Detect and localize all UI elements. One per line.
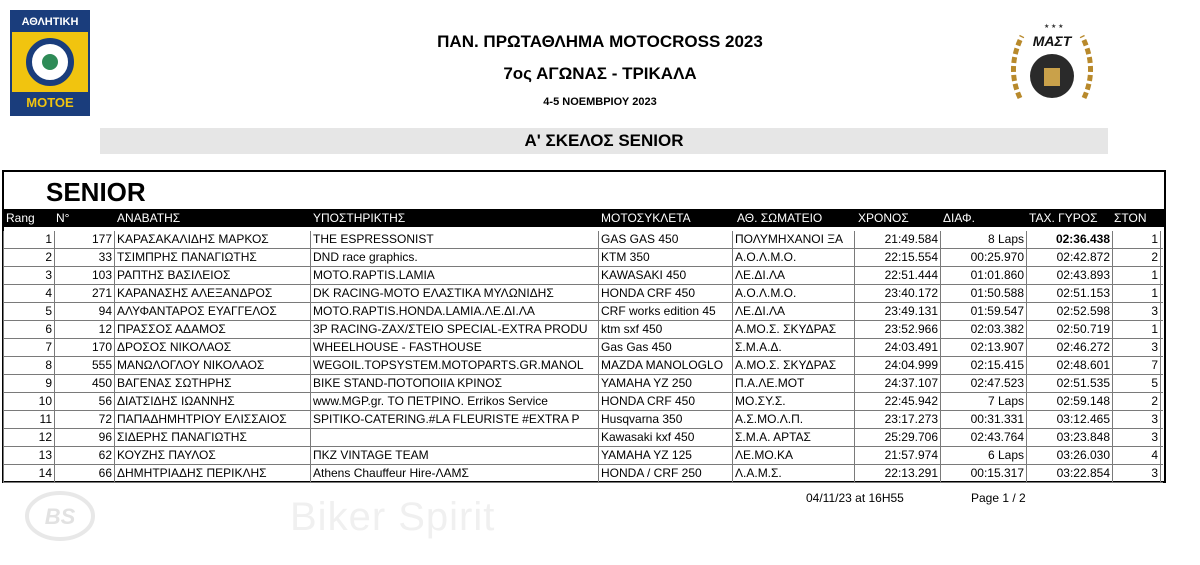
club-cell: Α.ΜΟ.Σ. ΣΚΥΔΡΑΣ xyxy=(733,321,855,338)
bike-cell: CRF works edition 45 xyxy=(599,303,733,320)
rank-cell: 1 xyxy=(3,231,55,248)
best-lap-cell: 02:59.148 xyxy=(1027,393,1113,410)
bike-cell: MAZDA MANOLOGLO xyxy=(599,357,733,374)
table-row xyxy=(3,357,1163,375)
rank-cell: 9 xyxy=(3,375,55,392)
number-cell: 62 xyxy=(55,447,115,464)
table-row xyxy=(3,393,1163,411)
bike-cell: Husqvarna 350 xyxy=(599,411,733,428)
col-diff-header: ΔΙΑΦ. xyxy=(943,211,975,225)
diff-cell: 02:13.907 xyxy=(941,339,1027,356)
page-indicator: Page 1 / 2 xyxy=(971,491,1026,505)
sponsor-cell: WEGOIL.TOPSYSTEM.MOTOPARTS.GR.MANOL xyxy=(311,357,599,374)
bike-cell: KAWASAKI 450 xyxy=(599,267,733,284)
col-time-header: ΧΡΟΝΟΣ xyxy=(858,211,909,225)
sponsor-cell: 3P RACING-ZAX/ΣΤΕΙΟ SPECIAL-EXTRA PRODU xyxy=(311,321,599,338)
col-club-header: ΑΘ. ΣΩΜΑΤΕΙΟ xyxy=(737,211,823,225)
number-cell: 12 xyxy=(55,321,115,338)
federation-logo-bottom-text: ΜΟΤΟΕ xyxy=(12,92,88,114)
best-lap-cell: 02:48.601 xyxy=(1027,357,1113,374)
rider-cell: ΚΟΥΖΗΣ ΠΑΥΛΟΣ xyxy=(115,447,311,464)
time-cell: 22:45.942 xyxy=(855,393,941,410)
bike-cell: YAMAHA YZ 125 xyxy=(599,447,733,464)
bike-cell: ktm sxf 450 xyxy=(599,321,733,338)
number-cell: 450 xyxy=(55,375,115,392)
bike-cell: KTM 350 xyxy=(599,249,733,266)
number-cell: 72 xyxy=(55,411,115,428)
svg-text:★ ★ ★: ★ ★ ★ xyxy=(1044,24,1064,30)
federation-logo-top-text: ΑΘΛΗΤΙΚΗ xyxy=(12,12,88,32)
table-row xyxy=(3,447,1163,465)
on-lap-cell: 3 xyxy=(1113,303,1161,320)
table-row xyxy=(3,339,1163,357)
club-cell: Λ.Α.Μ.Σ. xyxy=(733,465,855,482)
time-cell: 23:52.966 xyxy=(855,321,941,338)
table-row xyxy=(3,429,1163,447)
time-cell: 21:49.584 xyxy=(855,231,941,248)
sponsor-cell: MOTO.RAPTIS.LAMIA xyxy=(311,267,599,284)
on-lap-cell: 3 xyxy=(1113,339,1161,356)
number-cell: 66 xyxy=(55,465,115,482)
club-cell: Π.Α.ΛΕ.ΜΟΤ xyxy=(733,375,855,392)
biker-spirit-watermark-logo xyxy=(24,490,96,542)
section-title: Α' ΣΚΕΛΟΣ SENIOR xyxy=(100,128,1108,154)
diff-cell: 01:50.588 xyxy=(941,285,1027,302)
number-cell: 33 xyxy=(55,249,115,266)
time-cell: 24:37.107 xyxy=(855,375,941,392)
watermark-text: Biker Spirit xyxy=(290,495,496,539)
time-cell: 22:15.554 xyxy=(855,249,941,266)
bike-cell: GAS GAS 450 xyxy=(599,231,733,248)
table-row xyxy=(3,285,1163,303)
diff-cell: 8 Laps xyxy=(941,231,1027,248)
on-lap-cell: 3 xyxy=(1113,429,1161,446)
rank-cell: 2 xyxy=(3,249,55,266)
table-row xyxy=(3,249,1163,267)
rider-cell: ΠΑΠΑΔΗΜΗΤΡΙΟΥ ΕΛΙΣΣΑΙΟΣ xyxy=(115,411,311,428)
on-lap-cell: 3 xyxy=(1113,465,1161,482)
on-lap-cell: 7 xyxy=(1113,357,1161,374)
best-lap-cell: 02:50.719 xyxy=(1027,321,1113,338)
championship-title: ΠΑΝ. ΠΡΩΤΑΘΛΗΜΑ MOTOCROSS 2023 xyxy=(437,32,763,51)
best-lap-cell: 02:42.872 xyxy=(1027,249,1113,266)
rider-cell: ΔΡΟΣΟΣ ΝΙΚΟΛΑΟΣ xyxy=(115,339,311,356)
time-cell: 24:04.999 xyxy=(855,357,941,374)
watermark-logo-text: BS xyxy=(44,504,76,529)
on-lap-cell: 3 xyxy=(1113,411,1161,428)
club-cell: ΛΕ.ΜΟ.ΚΑ xyxy=(733,447,855,464)
club-cell: ΛΕ.ΔΙ.ΛΑ xyxy=(733,267,855,284)
rider-cell: ΒΑΓΕΝΑΣ ΣΩΤΗΡΗΣ xyxy=(115,375,311,392)
col-number-header: N° xyxy=(56,211,70,225)
diff-cell: 00:15.317 xyxy=(941,465,1027,482)
race-title: 7ος ΑΓΩΝΑΣ - ΤΡΙΚΑΛΑ xyxy=(503,64,697,83)
print-timestamp: 04/11/23 at 16H55 xyxy=(806,491,904,505)
club-cell: Α.Ο.Λ.Μ.Ο. xyxy=(733,249,855,266)
rider-cell: ΚΑΡΑΣΑΚΑΛΙΔΗΣ ΜΑΡΚΟΣ xyxy=(115,231,311,248)
sponsor-cell: DND race graphics. xyxy=(311,249,599,266)
time-cell: 23:40.172 xyxy=(855,285,941,302)
race-date: 4-5 ΝΟΕΜΒΡΙΟΥ 2023 xyxy=(543,96,657,108)
on-lap-cell: 1 xyxy=(1113,285,1161,302)
rank-cell: 4 xyxy=(3,285,55,302)
club-cell: ΛΕ.ΔΙ.ΛΑ xyxy=(733,303,855,320)
rank-cell: 12 xyxy=(3,429,55,446)
sponsor-cell: DK RACING-ΜΟΤΟ ΕΛΑΣΤΙΚΑ ΜΥΛΩΝΙΔΗΣ xyxy=(311,285,599,302)
club-cell: Α.ΜΟ.Σ. ΣΚΥΔΡΑΣ xyxy=(733,357,855,374)
rider-cell: ΤΣΙΜΠΡΗΣ ΠΑΝΑΓΙΩΤΗΣ xyxy=(115,249,311,266)
number-cell: 271 xyxy=(55,285,115,302)
number-cell: 103 xyxy=(55,267,115,284)
col-best-lap-header: ΤΑΧ. ΓΥΡΟΣ xyxy=(1029,211,1098,225)
col-sponsor-header: ΥΠΟΣΤΗΡΙΚΤΗΣ xyxy=(313,211,406,225)
on-lap-cell: 1 xyxy=(1113,231,1161,248)
best-lap-cell: 02:52.598 xyxy=(1027,303,1113,320)
time-cell: 23:49.131 xyxy=(855,303,941,320)
col-bike-header: ΜΟΤΟΣΥΚΛΕΤΑ xyxy=(601,211,691,225)
club-cell: Α.Ο.Λ.Μ.Ο. xyxy=(733,285,855,302)
table-row xyxy=(3,465,1163,483)
diff-cell: 6 Laps xyxy=(941,447,1027,464)
mast-logo-text: ΜΑΣΤ xyxy=(1032,33,1072,49)
on-lap-cell: 5 xyxy=(1113,375,1161,392)
sponsor-cell: SPITIKO-CATERING.#LA FLEURISTE #EXTRA P xyxy=(311,411,599,428)
sponsor-cell: MOTO.RAPTIS.HONDA.LAMIA.ΛΕ.ΔΙ.ΛΑ xyxy=(311,303,599,320)
category-title: SENIOR xyxy=(46,177,146,207)
bike-cell: Kawasaki kxf 450 xyxy=(599,429,733,446)
club-cell: Α.Σ.ΜΟ.Λ.Π. xyxy=(733,411,855,428)
federation-emblem-icon xyxy=(26,38,74,86)
on-lap-cell: 2 xyxy=(1113,393,1161,410)
bike-cell: HONDA / CRF 250 xyxy=(599,465,733,482)
bike-cell: Gas Gas 450 xyxy=(599,339,733,356)
sponsor-cell: www.MGP.gr. ΤΟ ΠΕΤΡΙΝΟ. Errikos Service xyxy=(311,393,599,410)
on-lap-cell: 1 xyxy=(1113,321,1161,338)
bike-cell: HONDA CRF 450 xyxy=(599,393,733,410)
number-cell: 94 xyxy=(55,303,115,320)
best-lap-cell: 02:43.893 xyxy=(1027,267,1113,284)
mast-logo xyxy=(1000,18,1104,114)
diff-cell: 00:31.331 xyxy=(941,411,1027,428)
rider-cell: ΜΑΝΩΛΟΓΛΟΥ ΝΙΚΟΛΑΟΣ xyxy=(115,357,311,374)
table-row xyxy=(3,411,1163,429)
col-rider-header: ΑΝΑΒΑΤΗΣ xyxy=(117,211,181,225)
rank-cell: 10 xyxy=(3,393,55,410)
time-cell: 22:51.444 xyxy=(855,267,941,284)
sponsor-cell: WHEELHOUSE - FASTHOUSE xyxy=(311,339,599,356)
rider-cell: ΣΙΔΕΡΗΣ ΠΑΝΑΓΙΩΤΗΣ xyxy=(115,429,311,446)
best-lap-cell: 02:46.272 xyxy=(1027,339,1113,356)
best-lap-cell: 03:22.854 xyxy=(1027,465,1113,482)
club-cell: Σ.Μ.Α. ΑΡΤΑΣ xyxy=(733,429,855,446)
sponsor-cell: BIKE STAND-ΠΟΤΟΠΟΙΙΑ ΚΡΙΝΟΣ xyxy=(311,375,599,392)
number-cell: 56 xyxy=(55,393,115,410)
time-cell: 22:13.291 xyxy=(855,465,941,482)
col-rank-header: Rang xyxy=(6,211,35,225)
diff-cell: 02:47.523 xyxy=(941,375,1027,392)
federation-logo xyxy=(10,10,90,116)
rider-cell: ΔΙΑΤΣΙΔΗΣ ΙΩΑΝΝΗΣ xyxy=(115,393,311,410)
sponsor-cell: Athens Chauffeur Hire-ΛΑΜΣ xyxy=(311,465,599,482)
bike-cell: YAMAHA YZ 250 xyxy=(599,375,733,392)
time-cell: 24:03.491 xyxy=(855,339,941,356)
on-lap-cell: 1 xyxy=(1113,267,1161,284)
rank-cell: 13 xyxy=(3,447,55,464)
diff-cell: 01:59.547 xyxy=(941,303,1027,320)
number-cell: 96 xyxy=(55,429,115,446)
diff-cell: 7 Laps xyxy=(941,393,1027,410)
diff-cell: 02:15.415 xyxy=(941,357,1027,374)
number-cell: 555 xyxy=(55,357,115,374)
club-cell: ΠΟΛΥΜΗΧΑΝΟΙ ΞΑ xyxy=(733,231,855,248)
diff-cell: 02:43.764 xyxy=(941,429,1027,446)
table-row xyxy=(3,267,1163,285)
col-on-lap-header: ΣΤΟΝ xyxy=(1114,211,1147,225)
number-cell: 170 xyxy=(55,339,115,356)
rider-cell: ΡΑΠΤΗΣ ΒΑΣΙΛΕΙΟΣ xyxy=(115,267,311,284)
best-lap-cell: 02:51.535 xyxy=(1027,375,1113,392)
diff-cell: 02:03.382 xyxy=(941,321,1027,338)
time-cell: 21:57.974 xyxy=(855,447,941,464)
sponsor-cell xyxy=(311,429,599,446)
sponsor-cell: THE ESPRESSONIST xyxy=(311,231,599,248)
time-cell: 25:29.706 xyxy=(855,429,941,446)
rank-cell: 14 xyxy=(3,465,55,482)
table-row xyxy=(3,303,1163,321)
rider-cell: ΠΡΑΣΣΟΣ ΑΔΑΜΟΣ xyxy=(115,321,311,338)
diff-cell: 00:25.970 xyxy=(941,249,1027,266)
table-row xyxy=(3,231,1163,249)
rider-cell: ΑΛΥΦΑΝΤΑΡΟΣ ΕΥΑΓΓΕΛΟΣ xyxy=(115,303,311,320)
club-cell: Σ.Μ.Α.Δ. xyxy=(733,339,855,356)
time-cell: 23:17.273 xyxy=(855,411,941,428)
diff-cell: 01:01.860 xyxy=(941,267,1027,284)
best-lap-cell: 03:26.030 xyxy=(1027,447,1113,464)
best-lap-cell: 02:36.438 xyxy=(1027,231,1113,248)
sponsor-cell: ΠΚΖ VINTAGE TEAM xyxy=(311,447,599,464)
rank-cell: 11 xyxy=(3,411,55,428)
rider-cell: ΚΑΡΑΝΑΣΗΣ ΑΛΕΞΑΝΔΡΟΣ xyxy=(115,285,311,302)
best-lap-cell: 03:23.848 xyxy=(1027,429,1113,446)
on-lap-cell: 2 xyxy=(1113,249,1161,266)
results-table xyxy=(3,231,1163,483)
table-row xyxy=(3,375,1163,393)
club-cell: ΜΟ.ΣΥ.Σ. xyxy=(733,393,855,410)
on-lap-cell: 4 xyxy=(1113,447,1161,464)
rank-cell: 7 xyxy=(3,339,55,356)
bike-cell: HONDA CRF 450 xyxy=(599,285,733,302)
rank-cell: 5 xyxy=(3,303,55,320)
rider-cell: ΔΗΜΗΤΡΙΑΔΗΣ ΠΕΡΙΚΛΗΣ xyxy=(115,465,311,482)
rank-cell: 6 xyxy=(3,321,55,338)
best-lap-cell: 03:12.465 xyxy=(1027,411,1113,428)
best-lap-cell: 02:51.153 xyxy=(1027,285,1113,302)
table-row xyxy=(3,321,1163,339)
rank-cell: 8 xyxy=(3,357,55,374)
number-cell: 177 xyxy=(55,231,115,248)
rank-cell: 3 xyxy=(3,267,55,284)
